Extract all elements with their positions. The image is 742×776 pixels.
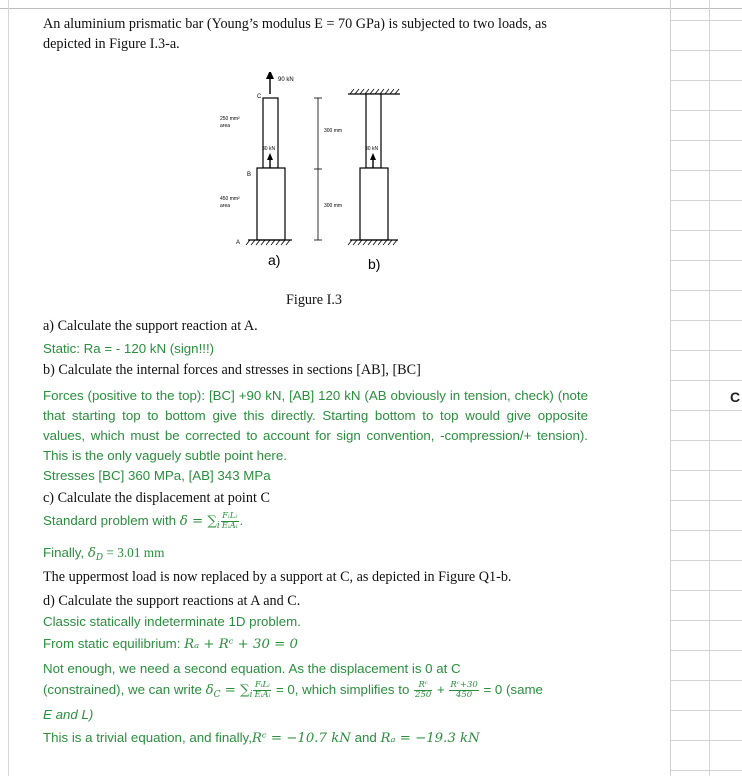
plus-sign: +: [433, 682, 449, 698]
question-c: c) Calculate the displacement at point C: [43, 490, 270, 506]
fraction-numerator: FᵢLᵢ: [254, 680, 270, 690]
answer-d-line-6: [43, 730, 480, 746]
subfigure-a-label: a): [268, 252, 281, 268]
constrained-prefix: (constrained), we can write: [43, 682, 206, 698]
sheet-left-border: [8, 0, 9, 776]
question-b: b) Calculate the internal forces and stresses in sections [AB], [BC]: [43, 362, 421, 378]
sum-index: i: [216, 521, 220, 532]
load-top-label: 90 kN: [278, 77, 294, 83]
grid-row-line: [671, 710, 742, 711]
grid-row-line: [671, 350, 742, 351]
point-b-label: B: [247, 172, 252, 178]
sum-index: i: [249, 690, 253, 701]
area-top-label: 250 mm²: [220, 116, 240, 122]
delta-symbol: δ: [87, 546, 96, 561]
grid-row-line: [671, 470, 742, 471]
grid-row-line: [671, 500, 742, 501]
grid-row-line: [671, 650, 742, 651]
new-case-statement: The uppermost load is now replaced by a support at C, as depicted in Figure Q1-b.: [43, 569, 512, 585]
equilibrium-prefix: From static equilibrium:: [43, 636, 185, 651]
formula-tail: .: [239, 513, 244, 529]
ground-hatch-b: [348, 240, 397, 245]
answer-d-line-2: [43, 636, 298, 652]
grid-row-line: [671, 230, 742, 231]
ground-hatch-a: [246, 240, 290, 245]
grid-row-line: [671, 50, 742, 51]
answer-d-line-5: E and L): [43, 707, 94, 722]
intro-line-2: depicted in Figure I.3-a.: [43, 36, 180, 52]
intro-line-1: An aluminium prismatic bar (Young’s modulus E = 70 GPa) is subjected to two loads, as: [43, 16, 547, 32]
load-mid-b-label: 30 kN: [365, 146, 379, 152]
question-a: a) Calculate the support reaction at A.: [43, 318, 258, 334]
simplifies-text: = 0, which simplifies to: [272, 682, 414, 698]
grid-row-line: [671, 290, 742, 291]
equation-tail: = 0 (same: [479, 682, 543, 698]
subfigure-b-label: b): [368, 256, 381, 272]
fraction-rc30-450: [449, 681, 478, 700]
grid-row-line: [671, 260, 742, 261]
fraction-denominator: 450: [455, 690, 473, 700]
answer-b-stresses: Stresses [BC] 360 MPa, [AB] 343 MPa: [43, 468, 271, 483]
grid-row-line: [671, 200, 742, 201]
reaction-c-value: Rᶜ = −10.7 kN: [251, 731, 351, 746]
bar-figure: [200, 72, 420, 282]
point-a-label: A: [236, 240, 241, 246]
fraction-numerator: Rᶜ+30: [450, 680, 478, 690]
answer-c-final: [43, 545, 165, 563]
dim-bottom-label: 300 mm: [324, 203, 343, 209]
delta-symbol: δ: [205, 683, 214, 699]
bar-lower-section-b: [360, 168, 388, 240]
grid-row-line: [671, 140, 742, 141]
answer-d-line-4: [43, 681, 543, 700]
sheet-top-border: [0, 8, 742, 9]
grid-row-line: [671, 440, 742, 441]
delta-subscript: C: [213, 690, 221, 701]
grid-row-line: [671, 320, 742, 321]
fraction-denominator: EᵢAᵢ: [254, 690, 271, 700]
spreadsheet-grid: [670, 0, 742, 776]
ceiling-hatch-b: [350, 89, 399, 94]
grid-row-line: [671, 620, 742, 621]
final-reaction-prefix: This is a trivial equation, and finally,: [43, 730, 252, 745]
grid-row-line: [671, 170, 742, 171]
delta-sum-symbol: δ = ∑: [179, 514, 217, 530]
answer-d-line-1: Classic statically indeterminate 1D problem.: [43, 614, 301, 629]
grid-row-line: [671, 560, 742, 561]
delta-subscript: D: [95, 553, 104, 563]
grid-row-line: [671, 380, 742, 381]
grid-row-line: [671, 530, 742, 531]
answer-a: Static: Ra = - 120 kN (sign!!!): [43, 341, 215, 356]
answer-c-formula-line: [43, 512, 243, 531]
answer-b-forces: Forces (positive to the top): [BC] +90 kN, [AB] 120 kN (AB obviously in tension, check) (note that starting top to bottom give this directly. Starting bottom to top would give opposite values, which must be corrected to account for sign convention, -compression/+ tension). This is the only vaguely subtle point here.: [43, 388, 588, 463]
figure-caption: Figure I.3: [286, 292, 342, 308]
arrow-head-icon: [266, 72, 274, 79]
grid-row-line: [671, 740, 742, 741]
question-d: d) Calculate the support reactions at A and C.: [43, 593, 301, 609]
grid-row-line: [671, 410, 742, 411]
final-value: = 3.01 mm: [103, 545, 165, 560]
fraction-numerator: Rᶜ: [414, 681, 432, 691]
grid-row-line: [671, 590, 742, 591]
final-prefix: Finally,: [43, 545, 88, 560]
reaction-a-value: Rₐ = −19.3 kN: [380, 731, 480, 746]
area-bottom-label: 450 mm²: [220, 196, 240, 202]
spreadsheet-cell-text[interactable]: C: [730, 389, 741, 405]
grid-row-line: [671, 80, 742, 81]
load-mid-a-label: 30 kN: [262, 146, 276, 152]
fraction-fl-over-ea: [221, 512, 239, 531]
dim-top-label: 300 mm: [324, 128, 343, 134]
grid-row-line: [671, 110, 742, 111]
answer-d-line-3: Not enough, we need a second equation. As the displacement is 0 at C: [43, 661, 461, 676]
grid-row-line: [671, 770, 742, 771]
intro-paragraph: [43, 14, 603, 54]
point-c-label: C: [257, 94, 262, 100]
and-word: and: [350, 730, 381, 745]
area-bottom-word: area: [220, 203, 231, 209]
grid-column-line: [709, 0, 710, 776]
fraction-denominator: 250: [415, 690, 432, 700]
fraction-fl-over-ea: [253, 681, 271, 700]
grid-row-line: [671, 20, 742, 21]
area-top-word: area: [220, 123, 231, 129]
fraction-rc-250: [414, 681, 432, 700]
fraction-denominator: EᵢAᵢ: [221, 521, 238, 531]
equilibrium-equation: Rₐ + Rᶜ + 30 = 0: [184, 637, 299, 652]
fraction-numerator: FᵢLᵢ: [222, 511, 238, 521]
bar-lower-section: [257, 168, 285, 240]
answer-c-intro: Standard problem with: [43, 513, 180, 529]
grid-row-line: [671, 680, 742, 681]
sum-symbol: = ∑: [220, 683, 250, 699]
